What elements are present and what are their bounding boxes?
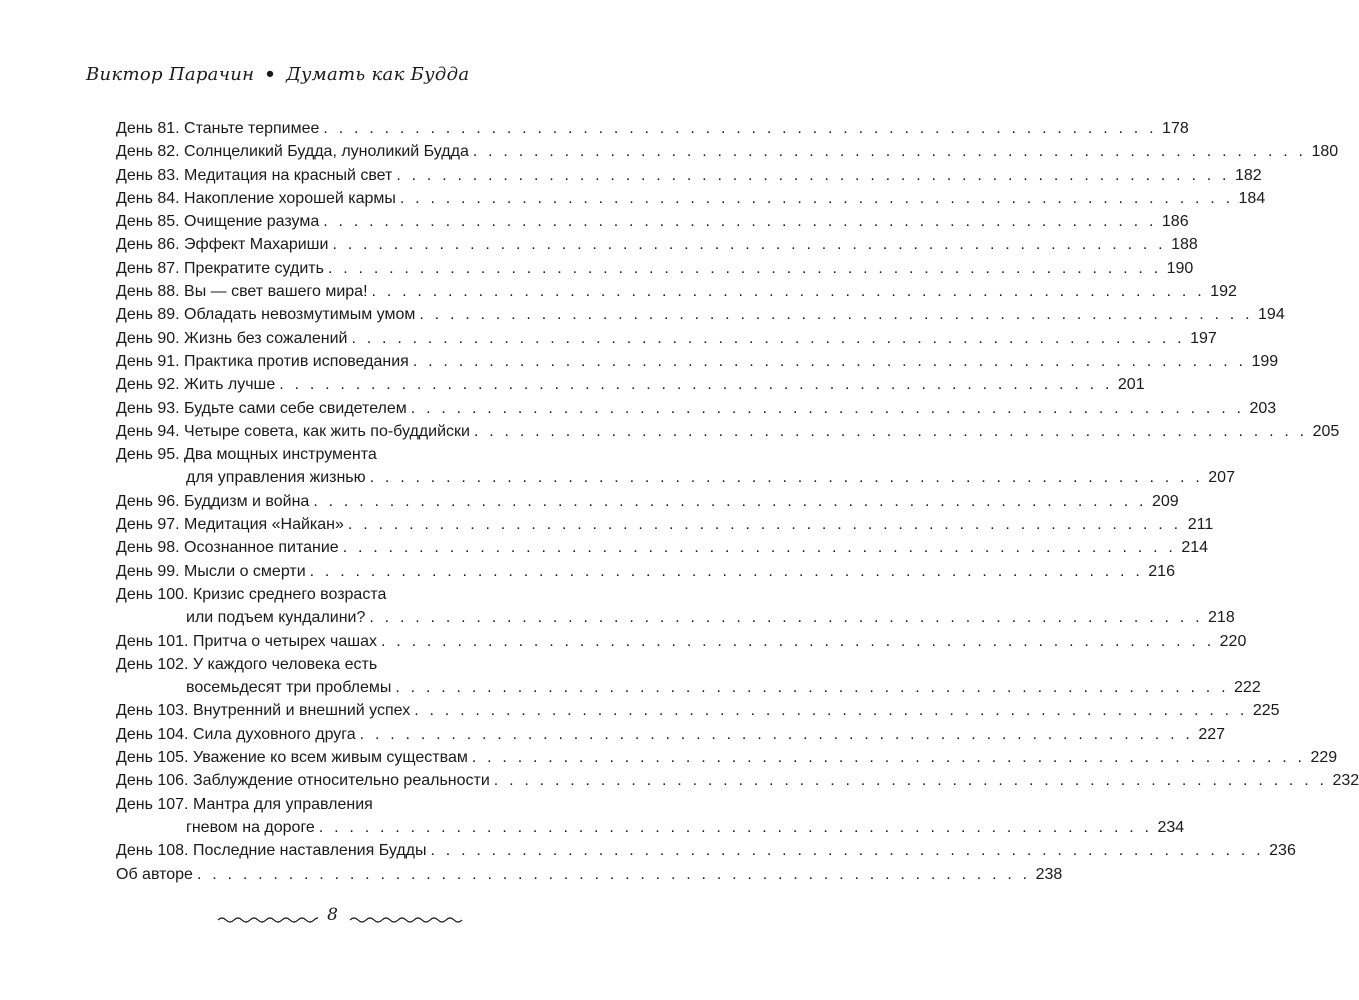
toc-entry-page: 205: [1312, 422, 1340, 440]
dot-leader: . . . . . . . . . . . . . . . . . . . . . . . . . . . . . . . . . . . . . . . . . . . . . . . . . . . . . . .: [410, 399, 1245, 417]
dot-leader: . . . . . . . . . . . . . . . . . . . . . . . . . . . . . . . . . . . . . . . . . . . . . . . . . . . . . . .: [347, 516, 1182, 534]
toc-entry-title: День 88. Вы — свет вашего мира!: [116, 283, 368, 301]
toc-entry-title: День 101. Притча о четырех чашах: [116, 632, 378, 650]
toc-entry-title: День 95. Два мощных инструмента: [116, 446, 377, 464]
toc-entry[interactable]: [116, 327, 1217, 350]
header-author: Виктор Парачин: [86, 64, 255, 85]
dot-leader: . . . . . . . . . . . . . . . . . . . . . . . . . . . . . . . . . . . . . . . . . . . . . . . . . . . . . . .: [412, 352, 1247, 370]
toc-entry-title: День 107. Мантра для управления: [116, 795, 373, 813]
toc-entry-title: День 85. Очищение разума: [116, 213, 320, 231]
toc-entry[interactable]: [116, 699, 1280, 722]
toc-entry-page: 199: [1251, 352, 1279, 370]
toc-entry[interactable]: [116, 233, 1198, 256]
toc-entry-title: День 106. Заблуждение относительно реальности: [116, 772, 490, 790]
toc-entry[interactable]: [116, 653, 1261, 700]
dot-leader: . . . . . . . . . . . . . . . . . . . . . . . . . . . . . . . . . . . . . . . . . . . . . . . . . . . . . . .: [309, 562, 1143, 580]
toc-entry-title: День 86. Эффект Махариши: [116, 236, 329, 254]
dot-leader: . . . . . . . . . . . . . . . . . . . . . . . . . . . . . . . . . . . . . . . . . . . . . . . . . . . . . . .: [359, 725, 1194, 743]
toc-entry-title: День 83. Медитация на красный свет: [116, 166, 393, 184]
toc-entry[interactable]: [116, 630, 1247, 653]
dot-leader: . . . . . . . . . . . . . . . . . . . . . . . . . . . . . . . . . . . . . . . . . . . . . . . . . . . . . . .: [493, 772, 1328, 790]
toc-entry-page: 236: [1269, 842, 1296, 860]
toc-entry[interactable]: [116, 793, 1185, 840]
toc-entry[interactable]: [116, 536, 1209, 559]
toc-entry[interactable]: [116, 140, 1339, 163]
toc-entry[interactable]: [116, 746, 1338, 769]
toc-entry-page: 194: [1258, 306, 1285, 324]
toc-entry-title: День 89. Обладать невозмутимым умом: [116, 306, 416, 324]
dot-leader: . . . . . . . . . . . . . . . . . . . . . . . . . . . . . . . . . . . . . . . . . . . . . . . . . . . . . . .: [472, 143, 1307, 161]
toc-entry-continuation: восемьдесят три проблемы: [186, 679, 392, 697]
dot-leader: . . . . . . . . . . . . . . . . . . . . . . . . . . . . . . . . . . . . . . . . . . . . . . . . . . . . . . .: [414, 702, 1248, 720]
dot-leader: . . . . . . . . . . . . . . . . . . . . . . . . . . . . . . . . . . . . . . . . . . . . . . . . . . . . . . .: [381, 632, 1215, 650]
toc-entry-page: 180: [1311, 143, 1339, 161]
dot-leader: . . . . . . . . . . . . . . . . . . . . . . . . . . . . . . . . . . . . . . . . . . . . . . . . . . . . . . .: [313, 492, 1147, 510]
toc-entry[interactable]: [116, 117, 1189, 140]
toc-entry-title: День 102. У каждого человека есть: [116, 655, 378, 673]
toc-entry[interactable]: [116, 210, 1189, 233]
dot-leader: . . . . . . . . . . . . . . . . . . . . . . . . . . . . . . . . . . . . . . . . . . . . . . . . . . . . . . .: [332, 236, 1166, 254]
toc-entry-title: День 103. Внутренний и внешний успех: [116, 702, 411, 720]
toc-entry-title: День 105. Уважение ко всем живым существам: [116, 749, 468, 767]
toc-entry-page: 186: [1161, 213, 1189, 231]
toc-entry-page: 184: [1238, 189, 1266, 207]
toc-entry-page: 214: [1181, 539, 1209, 557]
toc-entry[interactable]: [116, 863, 1063, 886]
toc-entry[interactable]: [116, 513, 1214, 536]
toc-entry-title: День 104. Сила духовного друга: [116, 725, 356, 743]
toc-entry[interactable]: [116, 280, 1237, 303]
toc-entry-page: 201: [1117, 376, 1145, 394]
toc-entry-title: День 97. Медитация «Найкан»: [116, 516, 344, 534]
header-separator: •: [264, 64, 277, 85]
table-of-contents: [116, 117, 1359, 886]
toc-entry[interactable]: [116, 583, 1235, 630]
toc-entry[interactable]: [116, 443, 1235, 490]
toc-entry-title: День 98. Осознанное питание: [116, 539, 339, 557]
dot-leader: . . . . . . . . . . . . . . . . . . . . . . . . . . . . . . . . . . . . . . . . . . . . . . . . . . . . . . .: [323, 120, 1157, 137]
toc-entry-page: 227: [1198, 725, 1226, 743]
dot-leader: . . . . . . . . . . . . . . . . . . . . . . . . . . . . . . . . . . . . . . . . . . . . . . . . . . . . . . .: [327, 259, 1162, 277]
toc-entry-title: День 100. Кризис среднего возраста: [116, 585, 387, 603]
dot-leader: . . . . . . . . . . . . . . . . . . . . . . . . . . . . . . . . . . . . . . . . . . . . . . . . . . . . . . .: [323, 213, 1157, 231]
dot-leader: . . . . . . . . . . . . . . . . . . . . . . . . . . . . . . . . . . . . . . . . . . . . . . . . . . . . . . .: [471, 749, 1306, 767]
toc-entry-title: День 108. Последние наставления Будды: [116, 842, 427, 860]
toc-entry[interactable]: [116, 723, 1226, 746]
toc-entry-page: 209: [1151, 492, 1179, 510]
toc-entry-page: 211: [1187, 516, 1214, 534]
toc-entry-page: 207: [1208, 469, 1235, 487]
page-footer: [200, 903, 465, 933]
toc-entry-page: 220: [1219, 632, 1247, 650]
toc-entry-continuation: гневом на дороге: [186, 818, 315, 836]
toc-entry-title: Об авторе: [116, 865, 193, 883]
toc-entry-page: 197: [1190, 329, 1217, 347]
dot-leader: . . . . . . . . . . . . . . . . . . . . . . . . . . . . . . . . . . . . . . . . . . . . . . . . . . . . . . .: [318, 818, 1153, 836]
toc-entry-title: День 91. Практика против исповедания: [116, 352, 409, 370]
dot-leader: . . . . . . . . . . . . . . . . . . . . . . . . . . . . . . . . . . . . . . . . . . . . . . . . . . . . . . .: [371, 283, 1205, 301]
page-number: 8: [327, 905, 338, 925]
header-book-title: Думать как Будда: [286, 64, 470, 85]
toc-entry-title: День 96. Буддизм и война: [116, 492, 310, 510]
toc-entry[interactable]: [116, 303, 1285, 326]
toc-entry[interactable]: [116, 420, 1340, 443]
toc-entry-page: 182: [1234, 166, 1262, 184]
running-header: [86, 64, 606, 92]
dot-leader: . . . . . . . . . . . . . . . . . . . . . . . . . . . . . . . . . . . . . . . . . . . . . . . . . . . . . . .: [351, 329, 1185, 347]
toc-entry-page: 178: [1162, 120, 1189, 137]
toc-entry[interactable]: [116, 350, 1279, 373]
toc-entry-page: 234: [1157, 818, 1185, 836]
dot-leader: . . . . . . . . . . . . . . . . . . . . . . . . . . . . . . . . . . . . . . . . . . . . . . . . . . . . . . .: [395, 679, 1229, 697]
toc-entry-page: 216: [1148, 562, 1175, 580]
dot-leader: . . . . . . . . . . . . . . . . . . . . . . . . . . . . . . . . . . . . . . . . . . . . . . . . . . . . . . .: [419, 306, 1253, 324]
toc-entry[interactable]: [116, 164, 1262, 187]
dot-leader: . . . . . . . . . . . . . . . . . . . . . . . . . . . . . . . . . . . . . . . . . . . . . . . . . . . . . . .: [396, 166, 1230, 184]
toc-entry[interactable]: [116, 839, 1296, 862]
toc-entry-page: 203: [1249, 399, 1277, 417]
dot-leader: . . . . . . . . . . . . . . . . . . . . . . . . . . . . . . . . . . . . . . . . . . . . . . . . . . . . . . .: [369, 609, 1203, 627]
toc-entry-title: День 99. Мысли о смерти: [116, 562, 306, 580]
dot-leader: . . . . . . . . . . . . . . . . . . . . . . . . . . . . . . . . . . . . . . . . . . . . . . . . . . . . . . .: [196, 865, 1031, 883]
toc-entry-page: 232: [1332, 772, 1359, 790]
toc-entry[interactable]: [116, 373, 1145, 396]
toc-entry-continuation: для управления жизнью: [186, 469, 366, 487]
toc-entry-title: День 87. Прекратите судить: [116, 259, 324, 277]
dot-leader: . . . . . . . . . . . . . . . . . . . . . . . . . . . . . . . . . . . . . . . . . . . . . . . . . . . . . . .: [430, 842, 1264, 860]
dot-leader: . . . . . . . . . . . . . . . . . . . . . . . . . . . . . . . . . . . . . . . . . . . . . . . . . . . . . . .: [473, 422, 1308, 440]
toc-entry-title: День 94. Четыре совета, как жить по-буддийски: [116, 422, 470, 440]
toc-entry-page: 192: [1210, 283, 1237, 301]
toc-entry[interactable]: [116, 490, 1179, 513]
toc-entry-title: День 81. Станьте терпимее: [116, 120, 320, 137]
toc-entry-title: День 93. Будьте сами себе свидетелем: [116, 399, 407, 417]
toc-entry[interactable]: [116, 560, 1175, 583]
toc-entry-page: 188: [1171, 236, 1198, 254]
toc-entry-continuation: или подъем кундалини?: [186, 609, 366, 627]
toc-entry[interactable]: [116, 257, 1194, 280]
toc-entry-page: 222: [1234, 679, 1261, 697]
dot-leader: . . . . . . . . . . . . . . . . . . . . . . . . . . . . . . . . . . . . . . . . . . . . . . . . . . . . . . .: [342, 539, 1177, 557]
toc-entry-page: 238: [1035, 865, 1063, 883]
dot-leader: . . . . . . . . . . . . . . . . . . . . . . . . . . . . . . . . . . . . . . . . . . . . . . . . . . . . . . .: [279, 376, 1113, 394]
toc-entry-page: 229: [1310, 749, 1338, 767]
toc-entry-page: 190: [1166, 259, 1194, 277]
toc-entry-title: День 92. Жить лучше: [116, 376, 276, 394]
toc-entry[interactable]: [116, 187, 1266, 210]
toc-entry-page: 218: [1208, 609, 1235, 627]
dot-leader: . . . . . . . . . . . . . . . . . . . . . . . . . . . . . . . . . . . . . . . . . . . . . . . . . . . . . . .: [399, 189, 1234, 207]
toc-entry[interactable]: [116, 769, 1359, 792]
dot-leader: . . . . . . . . . . . . . . . . . . . . . . . . . . . . . . . . . . . . . . . . . . . . . . . . . . . . . . .: [369, 469, 1203, 487]
toc-entry-title: День 90. Жизнь без сожалений: [116, 329, 348, 347]
toc-entry-page: 225: [1252, 702, 1280, 720]
toc-entry-title: День 82. Солнцеликий Будда, луноликий Будда: [116, 143, 469, 161]
toc-entry-title: День 84. Накопление хорошей кармы: [116, 189, 396, 207]
toc-entry[interactable]: [116, 397, 1277, 420]
